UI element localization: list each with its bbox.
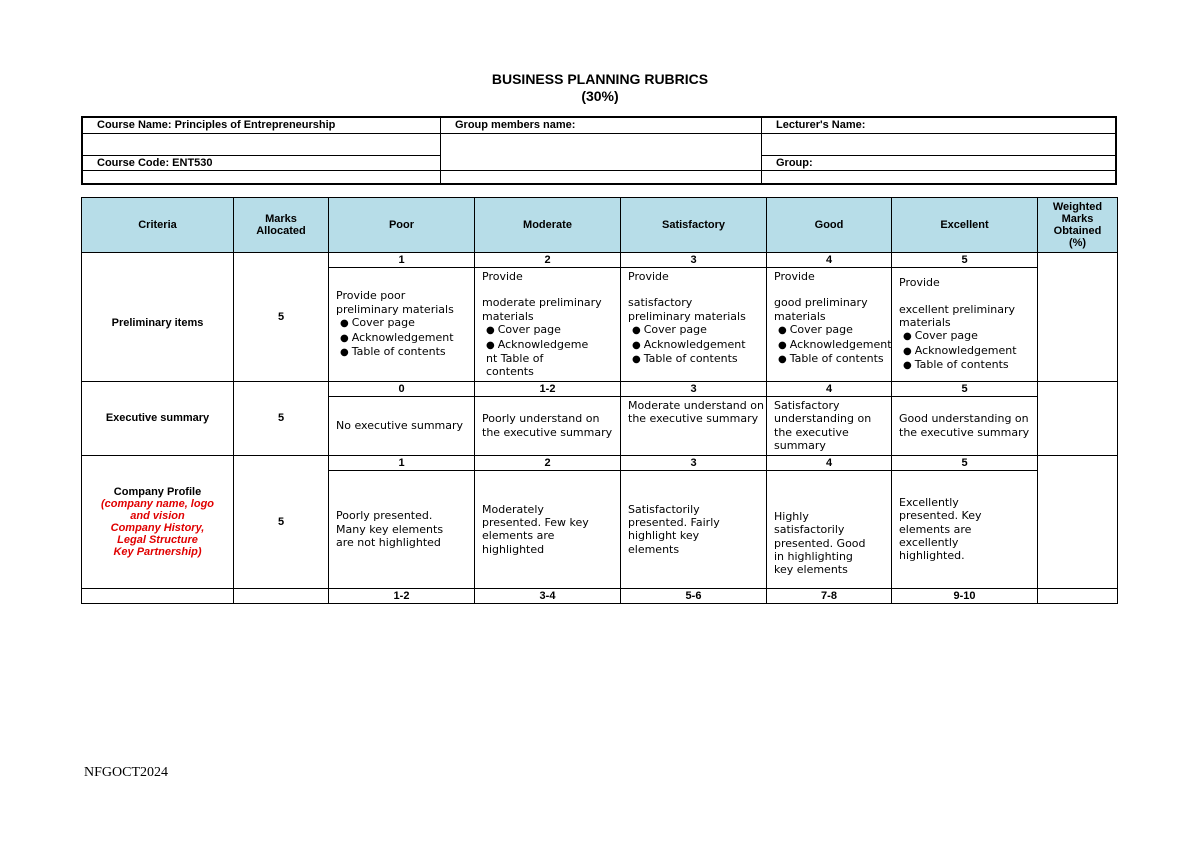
bullet-item: ● Acknowledgement: [778, 338, 889, 352]
blank-cell: [1038, 588, 1118, 603]
marks-executive-summary: 5: [234, 381, 329, 455]
course-info-table: [81, 116, 1117, 185]
desc-line: preliminary materials: [628, 309, 746, 323]
desc-line: Provide: [899, 276, 940, 290]
desc-poor: [329, 470, 475, 588]
bullet-item: ● Acknowledgeme nt Table of contents: [486, 338, 581, 379]
col-header-poor: Poor: [329, 198, 475, 253]
desc-text: Satisfactorily presented. Fairly highlight key elements: [628, 502, 720, 556]
desc-good: Satisfactory understanding on the executive summary: [767, 396, 892, 455]
desc-line: Provide poor: [336, 289, 406, 303]
desc-spacer: [899, 290, 1035, 303]
blank-cell: [82, 170, 441, 184]
criteria-note: (company name, logo: [100, 497, 215, 510]
bullet-item: ● Cover page: [486, 323, 618, 337]
bullet-item: ● Table of contents: [778, 352, 889, 366]
desc-satisfactory: [621, 470, 767, 588]
score-label: 5: [892, 253, 1038, 268]
range-label: 1-2: [329, 588, 475, 603]
desc-bullets: [628, 323, 764, 366]
score-label: 2: [475, 455, 621, 470]
bullet-item: ● Cover page: [903, 329, 1035, 343]
marks-company-profile: 5: [234, 455, 329, 588]
desc-line: excellent preliminary: [899, 302, 1016, 316]
score-label: 4: [767, 381, 892, 396]
col-header-marks: [234, 198, 329, 253]
desc-line: materials: [482, 309, 534, 323]
score-label: 1-2: [475, 381, 621, 396]
blank-cell: [82, 133, 441, 155]
desc-moderate: [475, 470, 621, 588]
col-header-marks-text: Marks Allocated: [256, 213, 306, 237]
range-label: 5-6: [621, 588, 767, 603]
desc-line: Provide: [628, 270, 669, 283]
bullet-item: ● Table of contents: [632, 352, 764, 366]
course-name: Course Name: Principles of Entrepreneurship: [82, 117, 441, 133]
desc-bullets: [774, 323, 892, 366]
col-header-weighted: [1038, 198, 1118, 253]
desc-text: Highly satisfactorily presented. Good in highlighting key elements: [774, 509, 866, 577]
desc-spacer: [482, 283, 618, 296]
marks-preliminary: 5: [234, 253, 329, 382]
bullet-item: ● Acknowledgement: [903, 344, 1035, 358]
score-label: 1: [329, 455, 475, 470]
desc-line: materials: [774, 309, 826, 323]
desc-excellent: Good understanding on the executive summary: [892, 396, 1038, 455]
score-label: 0: [329, 381, 475, 396]
criteria-preliminary: Preliminary items: [82, 253, 234, 382]
desc-poor: No executive summary: [329, 396, 475, 455]
range-label: 7-8: [767, 588, 892, 603]
desc-line: good preliminary: [774, 296, 868, 310]
bullet-item: ● Acknowledgement: [632, 338, 764, 352]
bullet-item: ● Table of contents: [903, 358, 1035, 372]
col-header-weighted-text: Weighted Marks Obtained (%): [1052, 201, 1103, 249]
score-label: 3: [621, 253, 767, 268]
score-label: 3: [621, 455, 767, 470]
bullet-item: ● Acknowledgement: [340, 331, 472, 345]
desc-spacer: [628, 283, 764, 296]
rubric-table: [81, 197, 1118, 604]
blank-cell: [441, 170, 762, 184]
group-label: Group:: [762, 155, 1117, 170]
desc-bullets: [482, 323, 618, 379]
desc-line: moderate preliminary: [482, 296, 602, 310]
criteria-company-profile: [82, 455, 234, 588]
blank-cell: [82, 588, 234, 603]
page-title: BUSINESS PLANNING RUBRICS: [491, 71, 709, 87]
page-subtitle: (30%): [581, 88, 619, 104]
criteria-executive-summary: Executive summary: [82, 381, 234, 455]
blank-cell: [234, 588, 329, 603]
bullet-item: ● Cover page: [632, 323, 764, 337]
desc-bullets: [899, 329, 1035, 372]
desc-good: [767, 470, 892, 588]
desc-bullets: [336, 316, 472, 359]
score-label: 5: [892, 455, 1038, 470]
weighted-cell: [1038, 381, 1118, 455]
desc-excellent: [892, 470, 1038, 588]
desc-line: Provide: [482, 270, 523, 283]
col-header-criteria: Criteria: [82, 198, 234, 253]
desc-line: Provide: [774, 270, 815, 283]
score-label: 1: [329, 253, 475, 268]
bullet-item: ● Cover page: [340, 316, 472, 330]
score-label: 4: [767, 455, 892, 470]
course-code: Course Code: ENT530: [82, 155, 441, 170]
criteria-note: Company History,: [110, 521, 205, 534]
desc-good: [767, 268, 892, 382]
col-header-good: Good: [767, 198, 892, 253]
desc-text: Excellently presented. Key elements are excellently highlighted.: [899, 495, 982, 563]
desc-text: Moderately presented. Few key elements are highlighted: [482, 502, 589, 556]
desc-spacer: [774, 283, 889, 296]
desc-text: Poorly presented. Many key elements are not highlighted: [336, 509, 444, 550]
score-label: 5: [892, 381, 1038, 396]
lecturer-field: [762, 133, 1117, 155]
desc-line: materials: [899, 316, 951, 330]
desc-line: preliminary materials: [336, 302, 454, 316]
weighted-cell: [1038, 253, 1118, 382]
desc-poor: [329, 268, 475, 382]
bullet-item: ● Table of contents: [340, 345, 472, 359]
col-header-satisfactory: Satisfactory: [621, 198, 767, 253]
score-label: 2: [475, 253, 621, 268]
bullet-item: ● Cover page: [778, 323, 889, 337]
group-members-label: Group members name:: [441, 117, 762, 133]
weighted-cell: [1038, 455, 1118, 588]
score-label: 3: [621, 381, 767, 396]
desc-satisfactory: Moderate understand on the executive summary: [621, 396, 767, 455]
group-members-field: [441, 133, 762, 170]
range-label: 3-4: [475, 588, 621, 603]
desc-excellent: [892, 268, 1038, 382]
col-header-moderate: Moderate: [475, 198, 621, 253]
desc-satisfactory: [621, 268, 767, 382]
lecturer-label: Lecturer's Name:: [762, 117, 1117, 133]
desc-moderate: [475, 268, 621, 382]
criteria-note: and vision: [130, 509, 185, 522]
criteria-title: Company Profile: [113, 485, 202, 498]
range-label: 9-10: [892, 588, 1038, 603]
desc-moderate: Poorly understand on the executive summary: [475, 396, 621, 455]
group-field: [762, 170, 1117, 184]
score-label: 4: [767, 253, 892, 268]
col-header-excellent: Excellent: [892, 198, 1038, 253]
desc-line: satisfactory: [628, 296, 693, 310]
criteria-note: Legal Structure: [117, 533, 198, 546]
footer-code: NFGOCT2024: [84, 765, 169, 780]
criteria-note: Key Partnership): [113, 545, 202, 558]
